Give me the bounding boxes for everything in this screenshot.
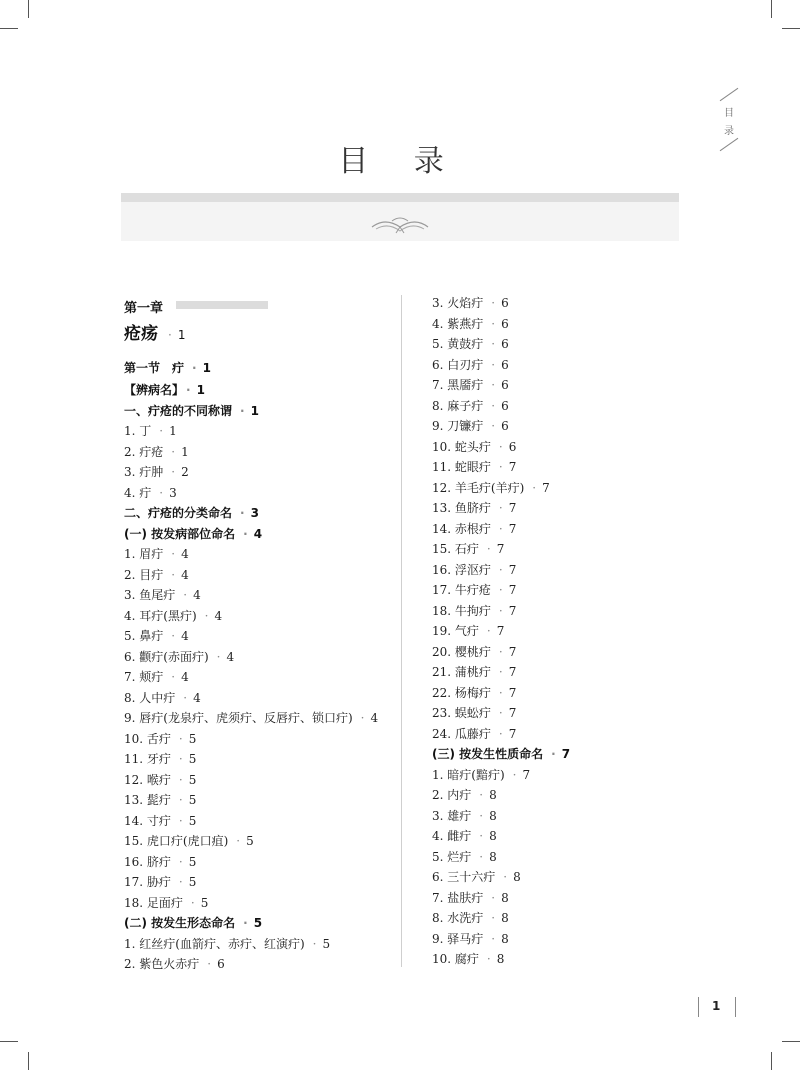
toc-entry-page: 7 <box>508 562 517 577</box>
leader-dot: · <box>498 726 503 741</box>
leader-dot: · <box>178 752 183 766</box>
toc-entry[interactable] <box>124 565 378 586</box>
leader-dot: · <box>491 378 496 392</box>
toc-entry-title: 9. 唇疔(龙泉疔、虎须疔、反唇疔、锁口疔) <box>124 711 353 725</box>
toc-entry-title: 1. 丁 <box>124 424 152 438</box>
toc-entry-page: 7 <box>508 644 517 659</box>
toc-entry[interactable] <box>124 462 378 483</box>
toc-entry-title: 23. 蜈蚣疔 <box>432 706 491 720</box>
toc-entry[interactable] <box>432 539 570 560</box>
title-banner <box>121 193 679 241</box>
toc-entry[interactable] <box>124 606 378 627</box>
toc-entry[interactable] <box>432 826 570 847</box>
toc-entry-title: 4. 疔 <box>124 485 152 500</box>
toc-entry[interactable] <box>124 934 378 955</box>
toc-entry[interactable] <box>124 811 378 832</box>
banner-top-band <box>121 193 679 202</box>
toc-entry[interactable] <box>432 293 570 314</box>
toc-entry[interactable] <box>124 585 378 606</box>
toc-entry-page: 8 <box>501 890 509 905</box>
toc-entry-title: 2. 目疔 <box>124 567 164 582</box>
toc-entry-title: 5. 烂疔 <box>432 849 472 864</box>
toc-entry-title: 14. 赤根疔 <box>432 521 491 536</box>
leader-dot: · <box>479 849 484 864</box>
toc-entry-page: 5 <box>188 854 197 869</box>
leader-dot: · <box>171 629 176 643</box>
toc-entry-title: 21. 蒲桃疔 <box>432 665 491 679</box>
toc-entry-page: 4 <box>181 629 189 643</box>
toc-entry[interactable] <box>124 483 378 504</box>
leader-dot: · <box>532 480 537 495</box>
leader-dot: · <box>491 931 496 946</box>
toc-entry[interactable] <box>432 949 570 970</box>
toc-entry-page: 6 <box>501 357 509 372</box>
toc-entry-page: 1 <box>169 424 177 438</box>
leader-dot: · <box>192 361 197 375</box>
toc-entry-title: 6. 白刃疔 <box>432 357 484 372</box>
toc-entry-page: 5 <box>188 875 197 889</box>
crop-mark <box>28 0 29 18</box>
toc-entry[interactable] <box>432 498 570 519</box>
leader-dot: · <box>491 890 496 905</box>
leader-dot: · <box>491 398 496 413</box>
toc-entry-page: 6 <box>501 296 509 310</box>
leader-dot: · <box>186 383 191 397</box>
folio-rule <box>698 997 699 1017</box>
toc-entry-page: 7 <box>508 685 517 700</box>
toc-entry[interactable] <box>432 375 570 396</box>
toc-entry[interactable] <box>432 601 570 622</box>
toc-entry[interactable] <box>124 913 378 934</box>
toc-entry-title: 13. 鱼脐疔 <box>432 501 491 515</box>
toc-entry-title: 17. 胁疔 <box>124 875 171 889</box>
leader-dot: · <box>240 506 245 520</box>
toc-entry[interactable] <box>124 893 378 914</box>
leader-dot: · <box>183 588 188 602</box>
chapter-page: 1 <box>177 328 186 342</box>
toc-entry-page: 7 <box>508 501 517 515</box>
toc-entry[interactable] <box>432 929 570 950</box>
leader-dot: · <box>491 316 496 331</box>
toc-entry-title: (二) 按发生形态命名 <box>124 916 236 930</box>
leader-dot: · <box>498 603 503 618</box>
toc-entry[interactable] <box>432 355 570 376</box>
leader-dot: · <box>498 439 503 454</box>
toc-entry-page: 7 <box>508 521 517 536</box>
toc-entry[interactable] <box>124 749 378 770</box>
leader-dot: · <box>216 649 221 664</box>
toc-entry-page: 7 <box>561 747 571 761</box>
toc-entry-page: 6 <box>501 398 509 413</box>
toc-entry[interactable] <box>432 396 570 417</box>
folio-rule <box>735 997 736 1017</box>
leader-dot: · <box>171 547 176 561</box>
toc-entry-page: 6 <box>501 378 509 392</box>
toc-entry-page: 4 <box>181 547 189 561</box>
toc-entry-page: 1 <box>181 444 189 459</box>
toc-entry[interactable] <box>124 688 378 709</box>
leader-dot: · <box>498 583 503 597</box>
toc-entry-page: 4 <box>226 649 235 664</box>
toc-entry[interactable] <box>124 626 378 647</box>
toc-entry[interactable] <box>124 708 378 729</box>
toc-entry[interactable] <box>432 334 570 355</box>
toc-entry-page: 4 <box>193 588 201 602</box>
leader-dot: · <box>491 337 496 351</box>
toc-entry[interactable] <box>124 852 378 873</box>
toc-entry[interactable] <box>432 683 570 704</box>
toc-entry[interactable] <box>432 621 570 642</box>
toc-entry-page: 7 <box>508 603 517 618</box>
toc-entry-page: 7 <box>522 767 531 782</box>
leader-dot: · <box>171 670 176 684</box>
toc-entry-title: 24. 瓜藤疔 <box>432 726 491 741</box>
leader-dot: · <box>207 957 212 971</box>
toc-entry[interactable] <box>432 478 570 499</box>
toc-entry-page: 3 <box>169 485 177 500</box>
leader-dot: · <box>159 485 164 500</box>
toc-entry[interactable] <box>432 560 570 581</box>
toc-entry-title: 6. 三十六疔 <box>432 870 496 884</box>
toc-entry-page: 6 <box>501 316 509 331</box>
toc-entry-page: 7 <box>508 726 517 741</box>
toc-entry-page: 1 <box>202 361 211 375</box>
leader-dot: · <box>178 772 183 787</box>
toc-entry-page: 7 <box>508 706 517 720</box>
toc-entry-page: 5 <box>188 772 197 787</box>
toc-entry-page: 5 <box>188 793 197 807</box>
leader-dot: · <box>479 829 484 843</box>
toc-entry-page: 7 <box>496 624 505 638</box>
leader-dot: · <box>551 747 556 761</box>
toc-entry-title: 4. 耳疔(黑疔) <box>124 608 197 623</box>
toc-entry-title: 3. 雄疔 <box>432 808 472 823</box>
side-tab-rule <box>720 88 739 101</box>
toc-entry-title: 18. 牛拘疔 <box>432 603 491 618</box>
leader-dot: · <box>479 788 484 802</box>
leader-dot: · <box>190 895 195 910</box>
leader-dot: · <box>243 916 248 930</box>
crop-mark <box>771 0 772 18</box>
toc-entry[interactable] <box>124 954 378 975</box>
toc-entry[interactable] <box>432 314 570 335</box>
leader-dot: · <box>498 665 503 679</box>
toc-entry-title: 6. 颧疔(赤面疔) <box>124 649 209 664</box>
toc-entry-title: 8. 麻子疔 <box>432 398 484 413</box>
toc-entry[interactable] <box>432 867 570 888</box>
toc-entry-page: 7 <box>508 583 517 597</box>
toc-entry[interactable] <box>432 416 570 437</box>
toc-entry-title: 11. 蛇眼疔 <box>432 460 491 474</box>
toc-entry[interactable] <box>124 831 378 852</box>
toc-entry-title: 11. 牙疔 <box>124 752 171 766</box>
toc-entry-title: 2. 内疔 <box>432 788 472 802</box>
toc-entry-page: 6 <box>217 957 225 971</box>
toc-entry-page: 4 <box>193 690 201 705</box>
toc-entry-page: 5 <box>246 834 254 848</box>
toc-entry-page: 7 <box>542 480 550 495</box>
leader-dot: · <box>360 711 365 725</box>
toc-entry-title: 7. 黑靥疔 <box>432 378 484 392</box>
leader-dot: · <box>479 808 484 823</box>
toc-entry-title: 1. 暗疔(黯疔) <box>432 767 505 782</box>
toc-entry-page: 6 <box>501 419 509 433</box>
toc-entry[interactable] <box>432 580 570 601</box>
toc-entry[interactable] <box>124 503 378 524</box>
toc-entry-title: 16. 浮沤疔 <box>432 562 491 577</box>
toc-entry[interactable] <box>124 421 378 442</box>
toc-entry-title: 12. 羊毛疔(羊疔) <box>432 480 525 495</box>
ornament-icon <box>370 213 430 237</box>
toc-entry-title: 第一节 疔 <box>124 361 185 375</box>
crop-mark <box>0 1041 18 1042</box>
leader-dot: · <box>312 936 317 951</box>
toc-entry-title: 5. 鼻疔 <box>124 629 164 643</box>
leader-dot: · <box>178 731 183 746</box>
leader-dot: · <box>498 685 503 700</box>
toc-entry-page: 8 <box>501 931 509 946</box>
toc-entry-page: 5 <box>188 752 197 766</box>
leader-dot: · <box>498 501 503 515</box>
toc-entry[interactable] <box>432 908 570 929</box>
leader-dot: · <box>498 460 503 474</box>
leader-dot: · <box>498 521 503 536</box>
toc-entry-title: 4. 雌疔 <box>432 829 472 843</box>
toc-entry-page: 8 <box>489 788 497 802</box>
toc-entry-page: 8 <box>489 808 497 823</box>
toc-entry-title: 20. 樱桃疔 <box>432 644 491 659</box>
side-tab-char: 目 <box>724 108 734 119</box>
crop-mark <box>782 1041 800 1042</box>
toc-entry-title: 7. 颊疔 <box>124 670 164 684</box>
toc-entry-title: 2. 紫色火赤疔 <box>124 957 200 971</box>
leader-dot: · <box>243 526 248 541</box>
toc-entry-page: 7 <box>496 542 505 556</box>
toc-entry-title: 18. 足面疔 <box>124 895 183 910</box>
toc-entry-page: 8 <box>513 870 521 884</box>
toc-entry-title: 10. 舌疔 <box>124 731 171 746</box>
toc-entry[interactable] <box>124 544 378 565</box>
leader-dot: · <box>204 608 209 623</box>
toc-entry-page: 5 <box>200 895 209 910</box>
column-divider <box>401 295 402 967</box>
leader-dot: · <box>491 357 496 372</box>
toc-entry[interactable] <box>432 519 570 540</box>
toc-entry-title: 7. 盐肤疔 <box>432 890 484 905</box>
toc-entry-title: 10. 蛇头疔 <box>432 439 491 454</box>
chapter-label: 第一章 <box>124 301 164 316</box>
leader-dot: · <box>491 296 496 310</box>
toc-entry[interactable] <box>432 703 570 724</box>
toc-entry-title: 9. 刀镰疔 <box>432 419 484 433</box>
toc-entry-title: 16. 脐疔 <box>124 854 171 869</box>
toc-entry-page: 1 <box>250 403 259 418</box>
toc-entry-title: 3. 鱼尾疔 <box>124 588 176 602</box>
crop-mark <box>771 1052 772 1070</box>
chapter-bar <box>176 301 268 309</box>
toc-entry[interactable] <box>124 401 378 422</box>
leader-dot: · <box>178 854 183 869</box>
toc-entry-title: 一、疔疮的不同称谓 <box>124 403 233 418</box>
toc-entry-page: 6 <box>501 337 509 351</box>
toc-entry-page: 7 <box>508 460 517 474</box>
toc-entry-title: 二、疔疮的分类命名 <box>124 506 233 520</box>
toc-entry-title: 17. 牛疔疮 <box>432 583 491 597</box>
page-number: 1 <box>712 999 721 1013</box>
toc-entry-page: 1 <box>196 383 205 397</box>
toc-entry[interactable] <box>432 662 570 683</box>
toc-entry-title: 8. 水洗疔 <box>432 911 484 925</box>
toc-entry-page: 8 <box>496 952 505 966</box>
leader-dot: · <box>178 813 183 828</box>
leader-dot: · <box>491 419 496 433</box>
toc-entry-page: 8 <box>501 911 509 925</box>
leader-dot: · <box>503 870 508 884</box>
crop-mark <box>28 1052 29 1070</box>
toc-entry-title: 1. 眉疔 <box>124 547 164 561</box>
crop-mark <box>782 28 800 29</box>
side-tab-char: 录 <box>724 126 734 137</box>
toc-entry[interactable] <box>432 642 570 663</box>
toc-entry[interactable] <box>432 888 570 909</box>
toc-entry[interactable] <box>124 442 378 463</box>
toc-entry-page: 4 <box>181 567 189 582</box>
toc-entry[interactable] <box>432 437 570 458</box>
leader-dot: · <box>168 328 172 342</box>
leader-dot: · <box>498 644 503 659</box>
toc-entry-page: 5 <box>188 731 197 746</box>
toc-entry-title: 3. 疔肿 <box>124 465 164 479</box>
toc-entry-page: 5 <box>322 936 331 951</box>
toc-entry-title: 13. 髭疔 <box>124 793 171 807</box>
toc-entry[interactable] <box>432 457 570 478</box>
toc-entry-title: 10. 腐疔 <box>432 952 479 966</box>
toc-entry-page: 4 <box>181 670 189 684</box>
toc-entry-page: 8 <box>489 849 497 864</box>
leader-dot: · <box>178 793 183 807</box>
toc-entry-title: 5. 黄鼓疔 <box>432 337 484 351</box>
toc-entry-title: 4. 紫燕疔 <box>432 316 484 331</box>
toc-entry-page: 3 <box>250 506 259 520</box>
toc-entry[interactable] <box>432 724 570 745</box>
toc-entry[interactable] <box>432 785 570 806</box>
toc-entry-title: 2. 疔疮 <box>124 444 164 459</box>
leader-dot: · <box>171 567 176 582</box>
toc-entry-title: 9. 驿马疔 <box>432 931 484 946</box>
toc-entry[interactable] <box>124 356 378 380</box>
leader-dot: · <box>178 875 183 889</box>
toc-entry[interactable] <box>432 806 570 827</box>
toc-entry-title: 【辨病名】 <box>124 383 179 397</box>
leader-dot: · <box>512 767 517 782</box>
toc-entry-title: 19. 气疔 <box>432 624 479 638</box>
toc-entry-title: 22. 杨梅疔 <box>432 685 491 700</box>
leader-dot: · <box>498 562 503 577</box>
leader-dot: · <box>183 690 188 705</box>
toc-entry-page: 6 <box>508 439 517 454</box>
leader-dot: · <box>236 834 241 848</box>
toc-entry-title: 15. 石疔 <box>432 542 479 556</box>
leader-dot: · <box>491 911 496 925</box>
toc-entry-page: 8 <box>489 829 497 843</box>
crop-mark <box>0 28 18 29</box>
toc-left-column <box>124 356 378 975</box>
toc-entry-title: (一) 按发病部位命名 <box>124 526 236 541</box>
leader-dot: · <box>498 706 503 720</box>
toc-right-column <box>432 293 570 970</box>
toc-entry[interactable] <box>432 847 570 868</box>
toc-entry[interactable] <box>124 770 378 791</box>
toc-entry[interactable] <box>124 380 378 401</box>
toc-entry-title: 12. 喉疔 <box>124 772 171 787</box>
toc-entry-page: 7 <box>508 665 517 679</box>
toc-entry[interactable] <box>124 872 378 893</box>
toc-entry-page: 4 <box>214 608 223 623</box>
toc-entry-page: 5 <box>188 813 197 828</box>
toc-entry-title: 1. 红丝疔(血箭疔、赤疔、红演疔) <box>124 936 305 951</box>
toc-entry-title: 15. 虎口疔(虎口疽) <box>124 834 229 848</box>
chapter-title-text: 疮疡 <box>124 324 158 344</box>
toc-entry[interactable] <box>124 729 378 750</box>
leader-dot: · <box>240 403 245 418</box>
toc-entry-page: 4 <box>370 711 379 725</box>
leader-dot: · <box>486 952 491 966</box>
toc-entry[interactable] <box>124 524 378 545</box>
leader-dot: · <box>159 424 164 438</box>
leader-dot: · <box>171 465 176 479</box>
toc-entry-title: 3. 火焰疔 <box>432 296 484 310</box>
toc-entry-page: 5 <box>253 916 263 930</box>
toc-entry[interactable] <box>432 744 570 765</box>
chapter-title <box>124 319 185 344</box>
toc-entry[interactable] <box>124 790 378 811</box>
toc-entry[interactable] <box>432 765 570 786</box>
leader-dot: · <box>171 444 176 459</box>
leader-dot: · <box>486 624 491 638</box>
toc-entry-title: 14. 寸疔 <box>124 813 171 828</box>
toc-entry-page: 2 <box>181 465 189 479</box>
leader-dot: · <box>486 542 491 556</box>
toc-entry[interactable] <box>124 647 378 668</box>
toc-entry-title: 8. 人中疔 <box>124 690 176 705</box>
page-title: 目 录 <box>338 144 462 179</box>
toc-entry-page: 4 <box>253 526 263 541</box>
toc-entry-title: (三) 按发生性质命名 <box>432 747 544 761</box>
toc-entry[interactable] <box>124 667 378 688</box>
